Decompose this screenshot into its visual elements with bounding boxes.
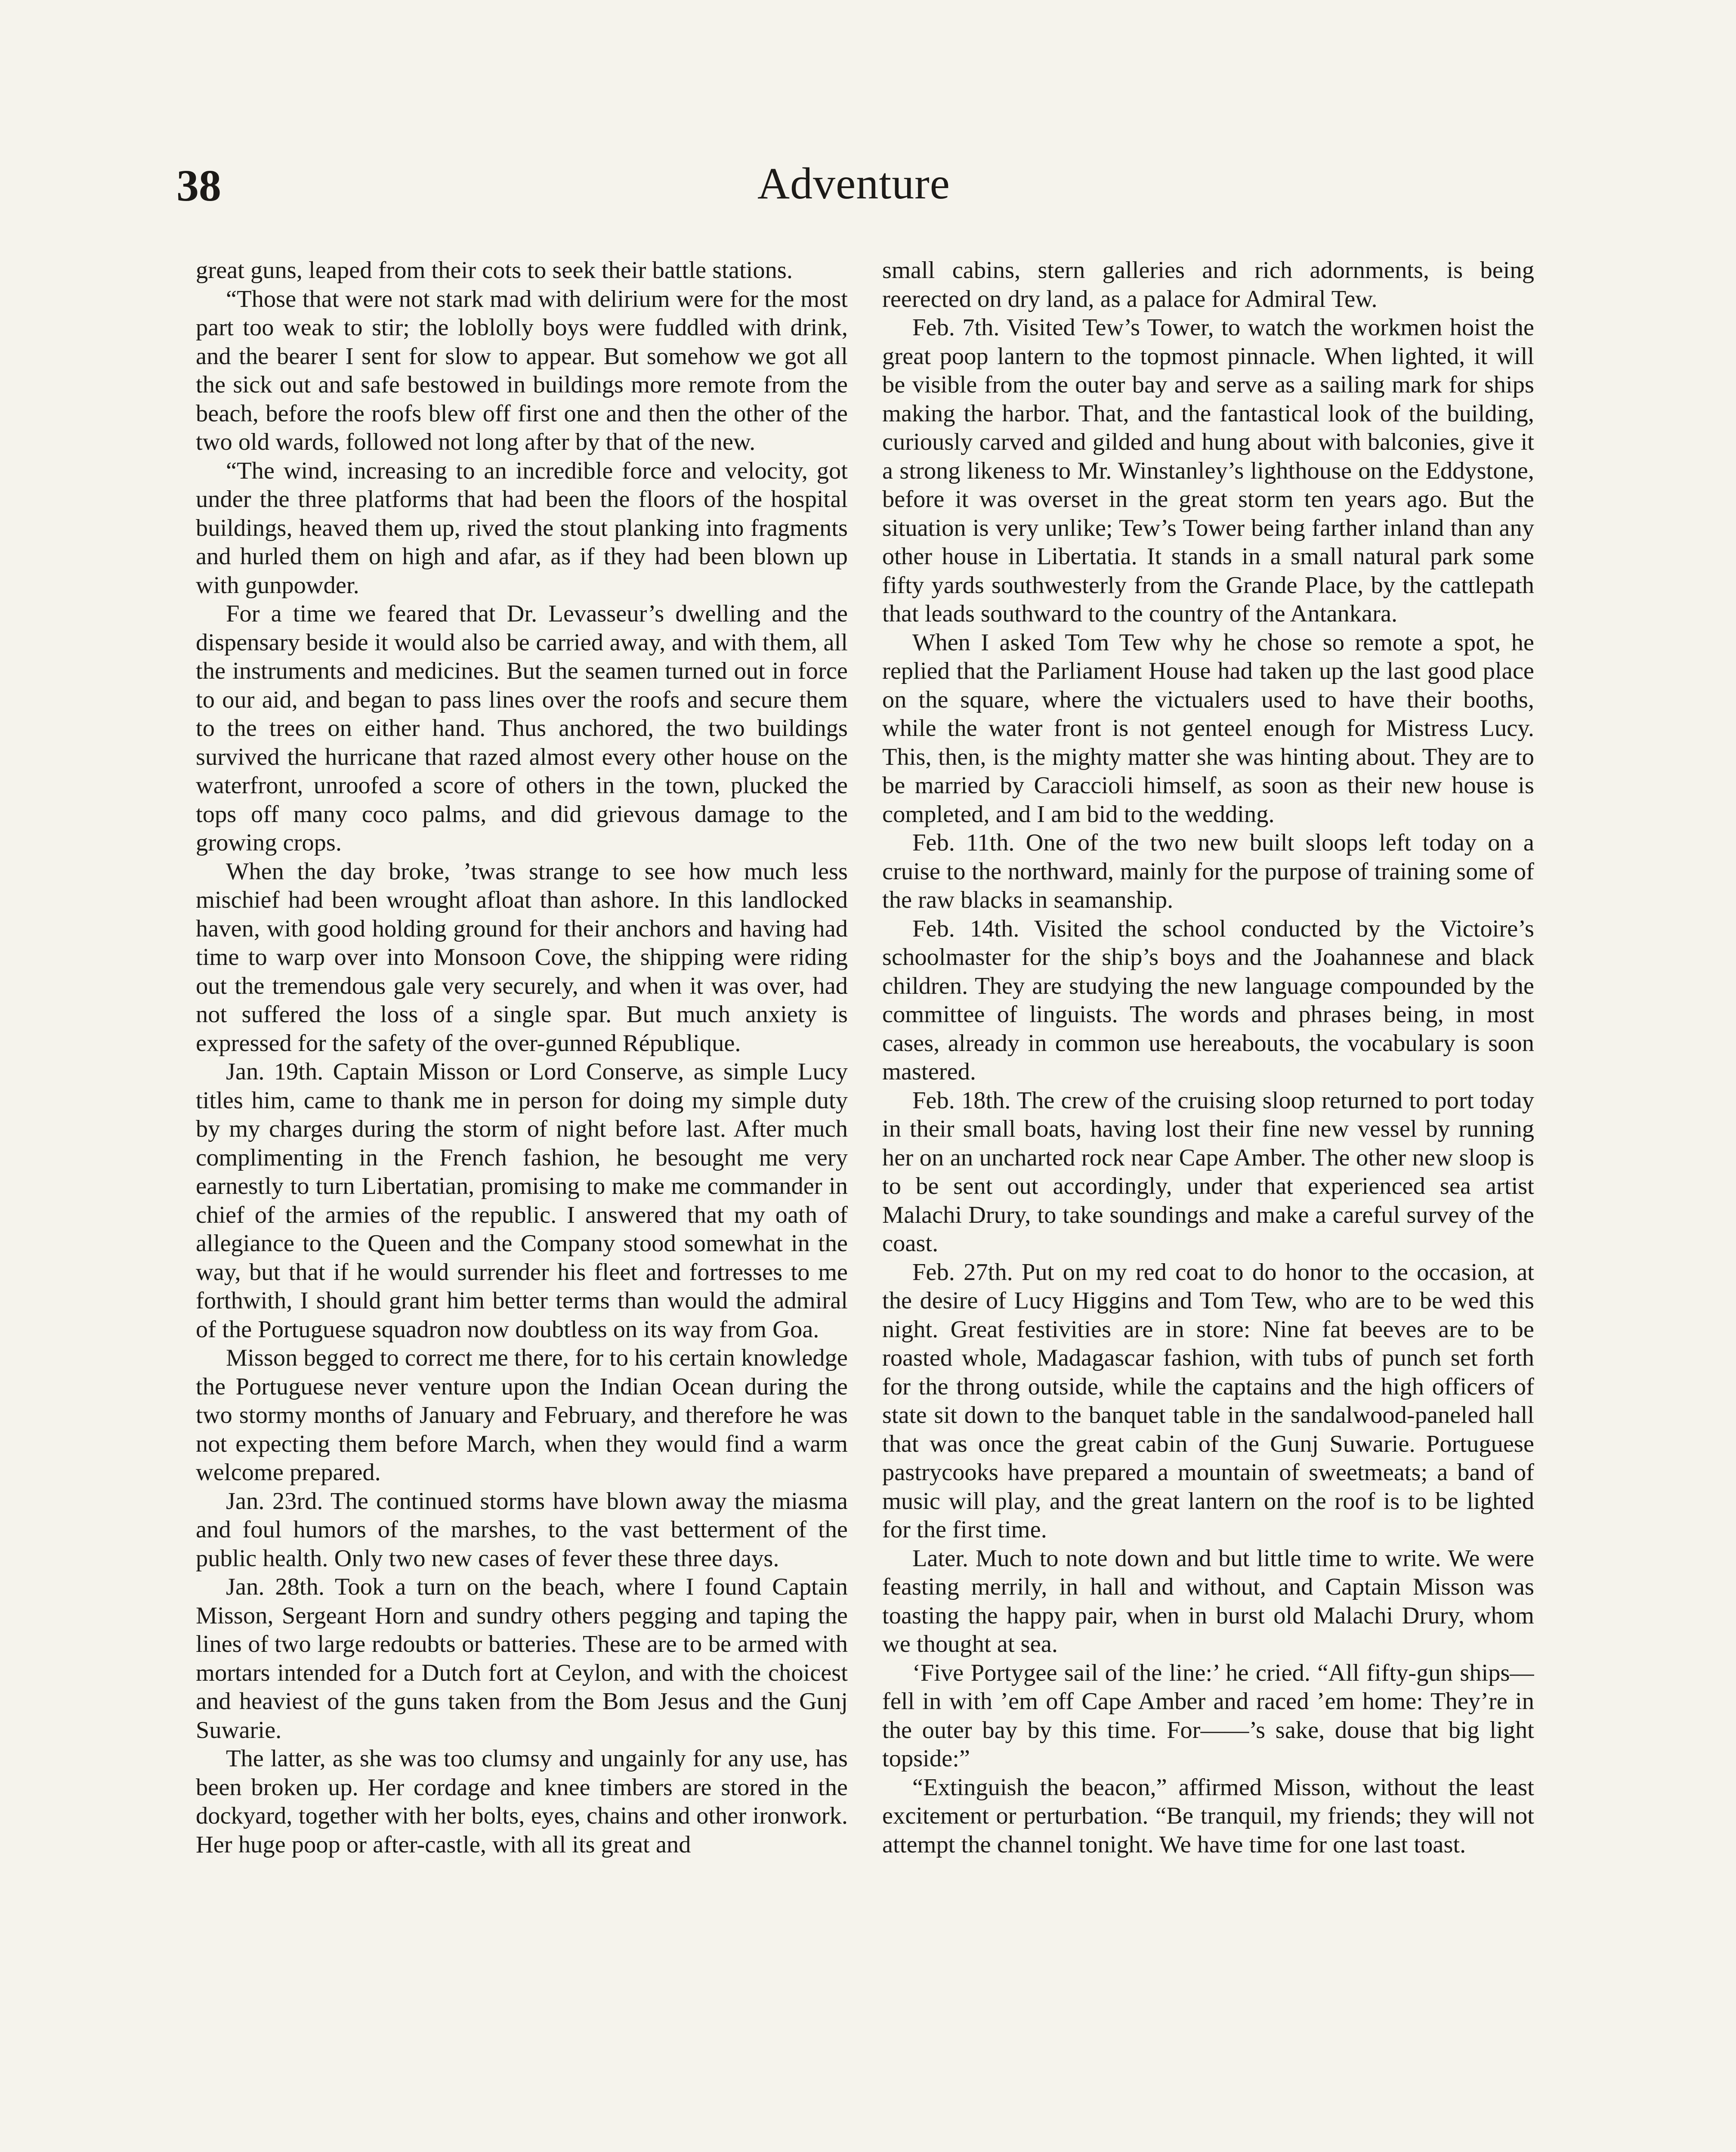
- left-column: [196, 256, 848, 2152]
- paragraph: great guns, leaped from their cots to seek their battle stations.: [196, 257, 793, 284]
- paragraph: When I asked Tom Tew why he chose so remote a spot, he replied that the Parliament House had taken up the last good place on the square, where the victualers used to have their booths, while the water front is not genteel enough for Mistress Lucy. This, then, is the mighty matter she was hinting about. They are to be married by Caraccioli himself, as soon as their new house is completed, and I am bid to the wedding.: [882, 629, 1534, 828]
- paragraph: “The wind, increasing to an incredible force and velocity, got under the three platforms that had been the floors of the hospital buildings, heaved them up, rived the stout planking into fragments and hurled them on high and afar, as if they had been blown up with gunpowder.: [196, 457, 848, 599]
- page-number: 38: [176, 161, 221, 210]
- paragraph: Jan. 23rd. The continued storms have blown away the miasma and foul humors of the marshes, to the vast betterment of the public health. Only two new cases of fever these three days.: [196, 1487, 848, 1572]
- paragraph: Feb. 14th. Visited the school conducted by the Victoire’s schoolmaster for the ship’s boys and the Joahannese and black children. They are studying the new language compounded by the committee of linguists. The words and phrases being, in most cases, already in common use hereabouts, the vocabulary is soon mastered.: [882, 915, 1534, 1085]
- paragraph: Feb. 7th. Visited Tew’s Tower, to watch the workmen hoist the great poop lantern to the topmost pinnacle. When lighted, it will be visible from the outer bay and serve as a sailing mark for ships making the harbor. That, and the fantastical look of the building, curiously carved and gilded and hung about with balconies, give it a strong likeness to Mr. Winstanley’s lighthouse on the Eddystone, before it was overset in the great storm ten years ago. But the situation is very unlike; Tew’s Tower being farther inland than any other house in Libertatia. It stands in a small natural park some fifty yards southwesterly from the Grande Place, by the cattlepath that leads southward to the country of the Antankara.: [882, 314, 1534, 627]
- paragraph: small cabins, stern galleries and rich adornments, is being reerected on dry land, as a palace for Admiral Tew.: [882, 257, 1534, 312]
- paragraph: Feb. 27th. Put on my red coat to do honor to the occasion, at the desire of Lucy Higgins and Tom Tew, who are to be wed this night. Great festivities are in store: Nine fat beeves are to be roasted whole, Madagascar fashion, with tubs of punch set forth for the throng outside, while the captains and the high officers of state sit down to the banquet table in the sandalwood-paneled hall that was once the great cabin of the Gunj Suwarie. Portuguese pastrycooks have prepared a mountain of sweetmeats; a band of music will play, and the great lantern on the roof is to be lighted for the first time.: [882, 1258, 1534, 1543]
- right-column: [882, 256, 1534, 2152]
- paragraph: For a time we feared that Dr. Levasseur’s dwelling and the dispensary beside it would also be carried away, and with them, all the instruments and medicines. But the seamen turned out in force to our aid, and began to pass lines over the roofs and secure them to the trees on either hand. Thus anchored, the two buildings survived the hurricane that razed almost every other house on the waterfront, unroofed a score of others in the town, plucked the tops off many coco palms, and did grievous damage to the growing crops.: [196, 600, 848, 856]
- paragraph: “Extinguish the beacon,” affirmed Misson, without the least excitement or perturbation. “Be tranquil, my friends; they will not attempt the channel tonight. We have time for one last toast.: [882, 1774, 1534, 1858]
- paragraph: Later. Much to note down and but little time to write. We were feasting merrily, in hall and without, and Captain Misson was toasting the happy pair, when in burst old Malachi Drury, whom we thought at sea.: [882, 1545, 1534, 1657]
- paragraph: Jan. 28th. Took a turn on the beach, where I found Captain Misson, Sergeant Horn and sundry others pegging and taping the lines of two large redoubts or batteries. These are to be armed with mortars intended for a Dutch fort at Ceylon, and with the choicest and heaviest of the guns taken from the Bom Jesus and the Gunj Suwarie.: [196, 1574, 848, 1744]
- magazine-title: Adventure: [757, 159, 950, 208]
- paragraph: Feb. 18th. The crew of the cruising sloop returned to port today in their small boats, having lost their fine new vessel by running her on an uncharted rock near Cape Amber. The other new sloop is to be sent out accordingly, under that experienced sea artist Malachi Drury, to take soundings and make a careful survey of the coast.: [882, 1087, 1534, 1257]
- paragraph: “Those that were not stark mad with delirium were for the most part too weak to stir; the loblolly boys were fuddled with drink, and the bearer I sent for slow to appear. But somehow we got all the sick out and safe bestowed in buildings more remote from the beach, before the roofs blew off first one and then the other of the two old wards, followed not long after by that of the new.: [196, 285, 848, 455]
- paragraph: Jan. 19th. Captain Misson or Lord Conserve, as simple Lucy titles him, came to thank me in person for doing my simple duty by my charges during the storm of night before last. After much complimenting in the French fashion, he besought me very earnestly to turn Libertatian, promising to make me commander in chief of the armies of the republic. I answered that my oath of allegiance to the Queen and the Company stood somewhat in the way, but that if he would surrender his fleet and fortresses to me forthwith, I should grant him better terms than would the admiral of the Portuguese squadron now doubtless on its way from Goa.: [196, 1058, 848, 1343]
- paragraph: ‘Five Portygee sail of the line:’ he cried. “All fifty-gun ships—fell in with ’em off Cape Amber and raced ’em home: They’re in the outer bay by this time. For——’s sake, douse that big light topside:”: [882, 1659, 1534, 1772]
- paragraph: The latter, as she was too clumsy and ungainly for any use, has been broken up. Her cordage and knee timbers are stored in the dockyard, together with her bolts, eyes, chains and other ironwork. Her huge poop or after-castle, with all its great and: [196, 1745, 848, 1858]
- paragraph: Misson begged to correct me there, for to his certain knowledge the Portuguese never venture upon the Indian Ocean during the two stormy months of January and February, and therefore he was not expecting them before March, when they would find a warm welcome prepared.: [196, 1345, 848, 1486]
- paragraph: When the day broke, ’twas strange to see how much less mischief had been wrought afloat than ashore. In this landlocked haven, with good holding ground for their anchors and having had time to warp over into Monsoon Cove, the shipping were riding out the tremendous gale very securely, and when it was over, had not suffered the loss of a single spar. But much anxiety is expressed for the safety of the over-gunned République.: [196, 858, 848, 1057]
- paragraph: Feb. 11th. One of the two new built sloops left today on a cruise to the northward, mainly for the purpose of training some of the raw blacks in seamanship.: [882, 829, 1534, 913]
